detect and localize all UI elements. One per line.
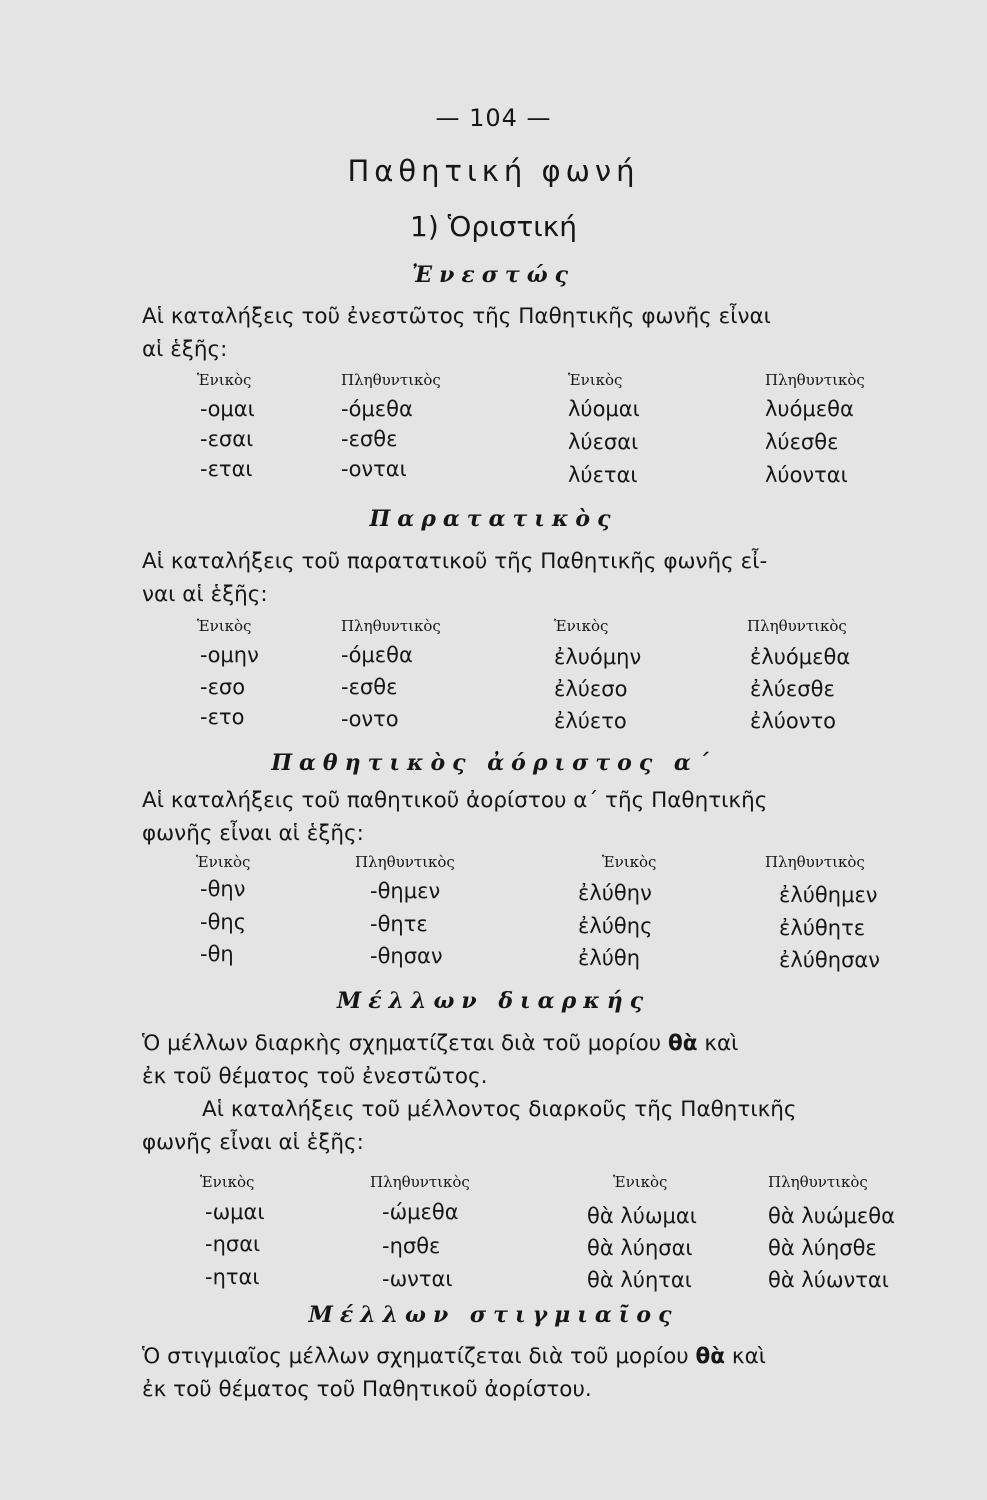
table-cell: -ομην: [200, 643, 259, 667]
table-cell: -εσο: [200, 675, 246, 699]
table-cell: λύεται: [568, 463, 638, 487]
column-header: Πληθυντικὸς: [341, 371, 441, 389]
text-segment: Ὁ στιγμιαῖος μέλλων σχηματίζεται διὰ τοῦ μορίου: [142, 1344, 696, 1369]
table-cell: -εσθε: [341, 427, 398, 451]
column-header: Ἑνικὸς: [554, 617, 609, 635]
present-intro: [142, 300, 950, 366]
table-cell: λύεσαι: [568, 430, 639, 454]
text-line: Αἱ καταλήξεις τοῦ ἐνεστῶτος τῆς Παθητικῆς φωνῆς εἶναι: [142, 304, 771, 329]
table-cell: -θητε: [370, 912, 428, 936]
text-line: φωνῆς εἶναι αἱ ἑξῆς:: [142, 1130, 364, 1155]
imperfect-intro: [142, 545, 950, 611]
table-cell: θὰ λύωμαι: [587, 1204, 697, 1228]
table-cell: -θην: [200, 877, 246, 901]
text-segment: Ὁ μέλλων διαρκὴς σχηματίζεται διὰ τοῦ μορίου: [142, 1031, 668, 1056]
table-cell: ἐλύθησαν: [779, 948, 880, 972]
text-line: ναι αἱ ἑξῆς:: [142, 582, 268, 607]
table-cell: λυόμεθα: [765, 397, 854, 421]
future-simple-text: [142, 1340, 950, 1406]
chapter-title: Παθητική φωνή: [347, 154, 640, 188]
table-cell: ἐλύθη: [578, 946, 641, 970]
section-title-imperfect: Παρατατικὸς: [369, 506, 618, 532]
column-header: Ἑνικὸς: [602, 853, 657, 871]
table-cell: θὰ λύωνται: [768, 1268, 889, 1292]
table-cell: -ησαι: [205, 1232, 261, 1256]
table-cell: -εται: [200, 457, 253, 481]
table-cell: -ησθε: [382, 1234, 441, 1258]
table-cell: λύομαι: [568, 397, 640, 421]
column-header: Πληθυντικὸς: [747, 617, 847, 635]
table-cell: ἐλυόμην: [554, 645, 642, 669]
table-cell: -όμεθα: [341, 397, 413, 421]
text-line: Αἱ καταλήξεις τοῦ παρατατικοῦ τῆς Παθητικῆς φωνῆς εἶ-: [142, 549, 768, 574]
table-cell: -ωμαι: [205, 1200, 265, 1224]
table-cell: -ετο: [200, 705, 245, 729]
table-cell: ἐλυόμεθα: [750, 645, 851, 669]
text-line: ἐκ τοῦ θέματος τοῦ ἐνεστῶτος.: [142, 1064, 488, 1089]
particle-tha: θὰ: [695, 1344, 726, 1369]
mood-title: 1) Ὁριστική: [410, 210, 577, 243]
table-cell: -ηται: [205, 1265, 260, 1289]
section-title-future-simple: Μέλλων στιγμιαῖος: [308, 1302, 679, 1328]
text-line: αἱ ἑξῆς:: [142, 337, 228, 362]
future-continuous-text: [142, 1027, 950, 1159]
particle-tha: θὰ: [667, 1031, 698, 1056]
text-line: [142, 1340, 950, 1373]
table-cell: ἐλύθης: [578, 914, 653, 938]
table-cell: λύεσθε: [765, 430, 839, 454]
text-line: φωνῆς εἶναι αἱ ἑξῆς:: [142, 821, 364, 846]
table-cell: ἐλύοντο: [750, 709, 836, 733]
table-cell: ἐλύθημεν: [779, 883, 878, 907]
column-header: Πληθυντικὸς: [341, 617, 441, 635]
column-header: Ἑνικὸς: [197, 617, 252, 635]
table-cell: -εσθε: [341, 675, 398, 699]
column-header: Ἑνικὸς: [200, 1173, 255, 1191]
table-cell: ἐλύετο: [554, 709, 627, 733]
table-cell: -οντο: [341, 707, 399, 731]
text-line: ἐκ τοῦ θέματος τοῦ Παθητικοῦ ἀορίστου.: [142, 1377, 592, 1402]
column-header: Πληθυντικὸς: [370, 1173, 470, 1191]
column-header: Ἑνικὸς: [568, 371, 623, 389]
section-title-aorist: Παθητικὸς ἀόριστος α΄: [271, 750, 716, 776]
text-line: Αἱ καταλήξεις τοῦ παθητικοῦ ἀορίστου α΄ τῆς Παθητικῆς: [142, 788, 768, 813]
column-header: Πληθυντικὸς: [765, 371, 865, 389]
table-cell: -ωνται: [382, 1267, 453, 1291]
table-cell: θὰ λύηται: [587, 1268, 692, 1292]
column-header: Πληθυντικὸς: [765, 853, 865, 871]
table-cell: -θης: [200, 910, 247, 934]
table-cell: ἐλύθητε: [779, 916, 866, 940]
table-cell: -ομαι: [200, 397, 255, 421]
table-cell: λύονται: [765, 463, 848, 487]
table-cell: θὰ λυώμεθα: [768, 1204, 895, 1228]
text-line: Αἱ καταλήξεις τοῦ μέλλοντος διαρκοῦς τῆς Παθητικῆς: [202, 1097, 797, 1122]
column-header: Ἑνικὸς: [613, 1173, 668, 1191]
column-header: Ἑνικὸς: [197, 371, 252, 389]
column-header: Πληθυντικὸς: [768, 1173, 868, 1191]
table-cell: ἐλύθην: [578, 881, 652, 905]
table-cell: -θημεν: [370, 879, 441, 903]
text-segment: καὶ: [697, 1031, 739, 1056]
section-title-present: Ἐνεστώς: [411, 262, 576, 288]
table-cell: -ονται: [341, 457, 407, 481]
table-cell: ἐλύεσο: [554, 677, 628, 701]
column-header: Πληθυντικὸς: [355, 853, 455, 871]
table-cell: -θησαν: [370, 944, 443, 968]
text-line: [142, 1027, 950, 1060]
table-cell: ἐλύεσθε: [750, 677, 835, 701]
page-number: — 104 —: [435, 104, 552, 132]
aorist-intro: [142, 784, 950, 850]
table-cell: θὰ λύησαι: [587, 1236, 693, 1260]
table-cell: θὰ λύησθε: [768, 1236, 877, 1260]
section-title-future-continuous: Μέλλων διαρκής: [336, 988, 651, 1014]
column-header: Ἑνικὸς: [196, 853, 251, 871]
table-cell: -ώμεθα: [382, 1200, 459, 1224]
text-segment: καὶ: [725, 1344, 767, 1369]
table-cell: -όμεθα: [341, 643, 413, 667]
table-cell: -εσαι: [200, 427, 254, 451]
table-cell: -θη: [200, 942, 234, 966]
